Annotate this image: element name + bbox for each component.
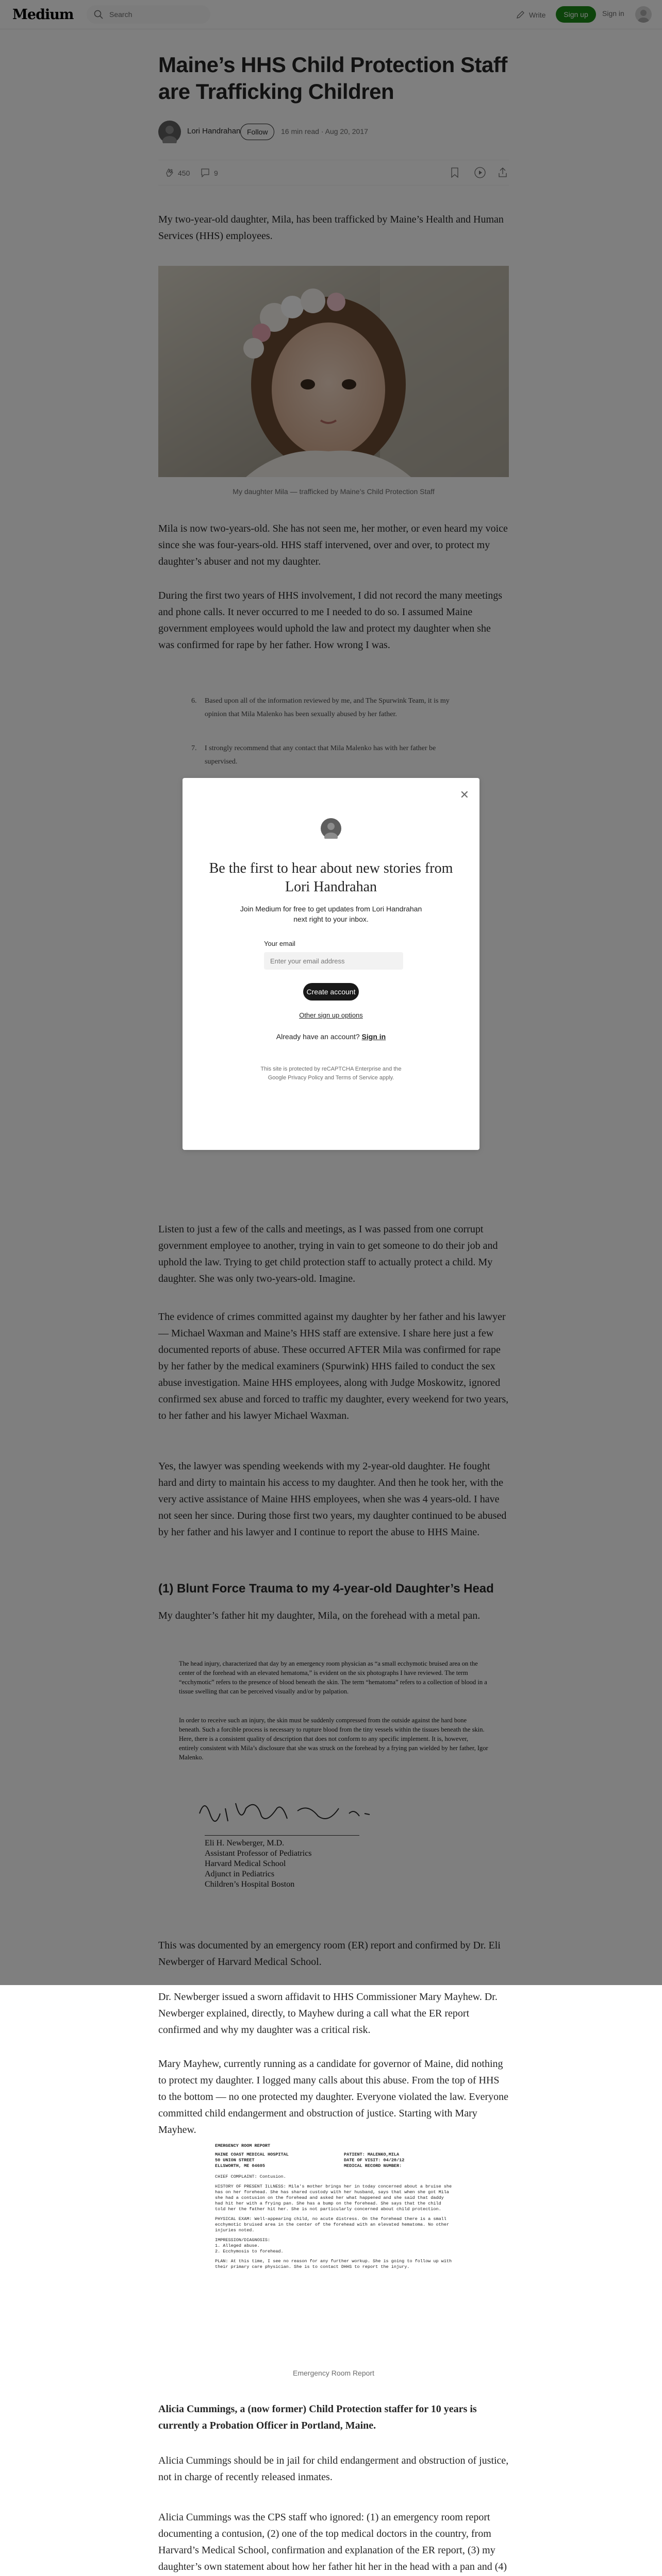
create-account-button[interactable]: Create account (303, 983, 359, 1001)
er-address: ELLSWORTH, ME 04605 (215, 2163, 265, 2168)
er-visit-date: DATE OF VISIT: 04/20/12 (344, 2158, 405, 2163)
er-header: EMERGENCY ROOM REPORT (215, 2143, 271, 2148)
email-label: Your email (264, 940, 295, 947)
er-history: HISTORY OF PRESENT ILLNESS: Mila's mother brings her in today concerned about a bruise she has on her forehead. She has shared custody with her husband, says that when she got Mila she had a contusion on the forehead and asked her what happened and she said that daddy had hit her with a frying pan. She has a bump on the forehead. She says that the child told her the father hit her. She is not particularly concerned about child protection. (215, 2184, 452, 2212)
er-report-image (215, 2143, 452, 2360)
modal-subtitle: Join Medium for free to get updates from Lori Handrahan next right to your inbox. (240, 905, 422, 923)
close-icon[interactable]: ✕ (459, 788, 469, 801)
er-record: MEDICAL RECORD NUMBER: (344, 2163, 402, 2168)
modal-signin-link[interactable]: Sign in (361, 1032, 386, 1041)
er-plan: PLAN: At this time, I see no reason for any further workup. She is going to follow up with their primary care physician. She is to contact DHHS to report the injury. (215, 2259, 452, 2269)
recaptcha-legal: This site is protected by reCAPTCHA Enterprise and the Google Privacy Policy and Terms of Service apply. (260, 1066, 402, 1081)
er-address: 50 UNION STREET (215, 2158, 255, 2163)
paragraph-10: Alicia Cummings, a (now former) Child Protection staffer for 10 years is currently a Probation Officer in Portland, Maine. (158, 2403, 477, 2431)
modal-title: Be the first to hear about new stories from Lori Handrahan (209, 860, 453, 895)
paragraph-12: Alicia Cummings was the CPS staff who ignored: (1) an emergency room report documenting a contusion, (2) one of the top medical doctors in the country, from Harvard’s Medical School, confirmation and explanation of the ER report, (3) my daughter’s own statement about how her father hit her in the head with a pan and (4) (158, 2512, 507, 2572)
er-chief-complaint: CHIEF COMPLAINT: Contusion. (215, 2174, 286, 2179)
paragraph-8: Dr. Newberger issued a sworn affidavit to HHS Commissioner Mary Mayhew. Dr. Newberger explained, directly, to Mayhew during a call what the ER report confirmed and why my daughter was a critical risk. (158, 1991, 498, 2036)
author-avatar (321, 818, 341, 839)
paragraph-11: Alicia Cummings should be in jail for child endangerment and obstruction of justice, not in charge of recently released inmates. (158, 2455, 509, 2483)
email-field[interactable] (264, 952, 403, 970)
already-have-account: Already have an account? Sign in (276, 1032, 386, 1041)
er-exam: PHYSICAL EXAM: Well-appearing child, no acute distress. On the forehead there is a small ecchymotic bruised area in the center of the forehead with an elevated hematoma. No other injuries noted. (215, 2216, 449, 2233)
subscribe-modal (183, 778, 479, 1150)
er-hospital: MAINE COAST MEDICAL HOSPITAL (215, 2152, 289, 2157)
er-caption: Emergency Room Report (293, 2369, 374, 2377)
er-impression: IMPRESSION/DIAGNOSIS: 1. Alleged abuse. 2. Ecchymosis to forehead. (215, 2238, 284, 2254)
paragraph-9: Mary Mayhew, currently running as a candidate for governor of Maine, did nothing to protect my daughter. I logged many calls about this abuse. From the top of HHS to the bottom — no one protected my daughter. Everyone violated the law. Everyone committed child endangerment and obstruction of justice. Starting with Mary Mayhew. (158, 2058, 509, 2136)
er-patient: PATIENT: MALENKO,MILA (344, 2152, 400, 2157)
other-signup-options-link[interactable]: Other sign up options (299, 1011, 363, 1019)
